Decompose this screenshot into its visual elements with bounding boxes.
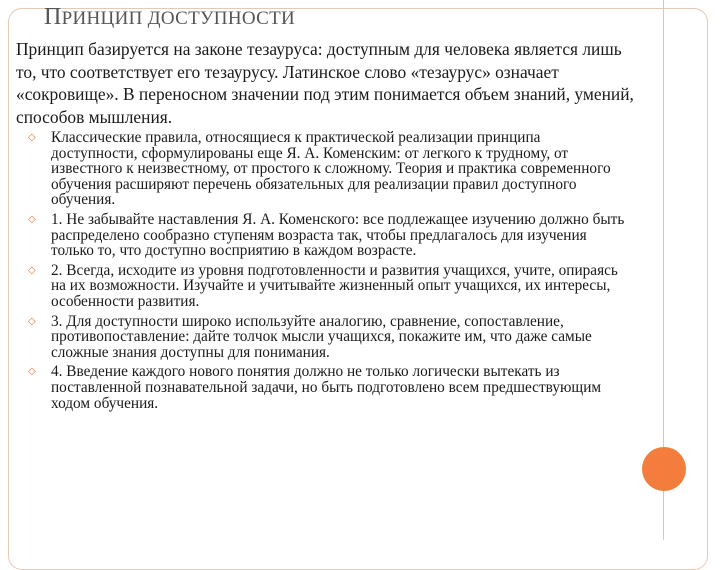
list-item-text: Классические правила, относящиеся к практической реализации принципа доступности, сформулированы еще Я. А. Коменским: от легкого к трудному, от известного к неизвестному, от простого к сложному. Теория и практика современного обучения расширяют перечень обязательных для реализации правил доступного обучения.: [51, 129, 611, 209]
list-item: [26, 212, 626, 259]
slide-title: [44, 4, 295, 31]
list-item: [26, 314, 626, 361]
list-item-text: 1. Не забывайте наставления Я. А. Коменского: все подлежащее изучению должно быть распределено сообразно ступеням возраста так, чтобы предлагалось для изучения только то, что доступно восприятию в каждом возрасте.: [51, 210, 625, 260]
diamond-outline-icon: ◇: [28, 264, 36, 276]
list-item-text: 4. Введение каждого нового понятия должно не только логически вытекать из поставленной познавательной задачи, но быть подготовлено всем предшествующим ходом обучения.: [51, 363, 602, 412]
slide-title-rest: РИНЦИП ДОСТУПНОСТИ: [61, 8, 296, 29]
slide-title-initial: П: [44, 4, 62, 30]
diamond-outline-icon: ◇: [28, 315, 36, 327]
bullet-list: [26, 130, 626, 415]
list-item-text: 2. Всегда, исходите из уровня подготовленности и развития учащихся, учите, опираясь на их возможности. Изучайте и учитывайте жизненный опыт учащихся, их интересы, особенности развития.: [51, 261, 618, 310]
diamond-outline-icon: ◇: [28, 366, 36, 378]
accent-circle: [642, 447, 686, 491]
diamond-outline-icon: ◇: [28, 213, 36, 225]
list-item: [26, 364, 626, 411]
list-item: [26, 130, 626, 208]
list-item-text: 3. Для доступности широко используйте аналогию, сравнение, сопоставление, противопоставление: дайте толчок мысли учащихся, покажите им, что даже самые сложные знания доступны для понимания.: [51, 312, 592, 361]
intro-paragraph: Принцип базируется на законе тезауруса: доступным для человека является лишь то, что соответствует его тезаурусу. Латинское слово «тезаурус» означает «сокровище». В переносном значении под этим понимается объем знаний, умений, способов мышления.: [16, 39, 634, 127]
diamond-outline-icon: ◇: [28, 132, 36, 143]
list-item: [26, 263, 626, 310]
